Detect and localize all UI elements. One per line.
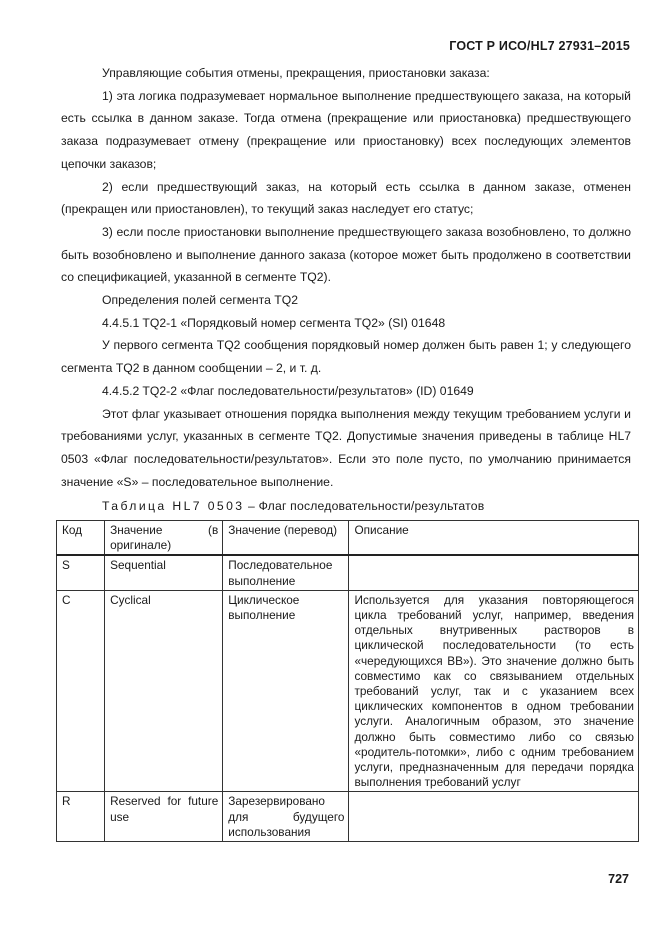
section-title: Определения полей сегмента TQ2 — [102, 293, 298, 308]
table-row — [57, 590, 639, 792]
values-table — [56, 520, 639, 842]
table-caption — [102, 499, 484, 513]
list-item: 3) если после приостановки выполнение предшествующего заказа возобновлено, то должно быть возобновлено и выполнение данного заказа (которое может быть продолжено в соответствии со спецификацией, указанной в сегменте TQ2). — [61, 224, 631, 285]
cell-description — [349, 555, 639, 590]
cell-code: C — [57, 590, 105, 792]
page-number: 727 — [608, 872, 629, 886]
paragraph: Этот флаг указывает отношения порядка выполнения между текущим требованием услуги и требованиями услуг, указанных в сегменте TQ2. Допустимые значения приведены в таблице HL7 0503 «Флаг последовательности/результатов». Если это поле пусто, по умолчанию принимается значение «S» – последовательное выполнение. — [61, 406, 631, 489]
column-header-description: Описание — [349, 521, 639, 556]
column-header-translated-value: Значение (перевод) — [223, 521, 349, 556]
table-row — [57, 792, 639, 842]
body-text — [61, 62, 631, 493]
cell-code: R — [57, 792, 105, 842]
paragraph: Управляющие события отмены, прекращения, приостановки заказа: — [102, 66, 490, 80]
subsection-heading: 4.4.5.1 TQ2-1 «Порядковый номер сегмента TQ2» (SI) 01648 — [102, 315, 446, 330]
cell-code: S — [57, 555, 105, 590]
cell-translated-value: Циклическое выполнение — [223, 590, 349, 792]
table-caption-label: Таблица HL7 0503 — [102, 499, 245, 513]
cell-original-value: Reserved for future use — [105, 792, 223, 842]
list-item: 1) эта логика подразумевает нормальное выполнение предшествующего заказа, на который есть ссылка в данном заказе. Тогда отмена (прекращение или приостановка) предшествующего заказа подразумевает отмену (прекращение или приостановку) всех последующих элементов цепочки заказов; — [61, 88, 631, 171]
table-row — [57, 555, 639, 590]
table-caption-title: – Флаг последовательности/результатов — [244, 499, 485, 513]
cell-description: Используется для указания повторяющегося цикла требований услуг, например, введения отдельных внутривенных растворов в циклической последовательности (то есть «чередующихся ВВ»). Это значение должно быть совместимо как со связыванием отдельных требований услуг, так и с указанием всех циклических компонентов в одном требовании услуги. Аналогичным образом, это значение должно быть совместимо либо со связью «родитель-потомки», либо с одним требованием услуги, предназначенным для передачи порядка выполнения требований услуг — [349, 590, 639, 792]
column-header-code: Код — [57, 521, 105, 556]
subsection-heading: 4.4.5.2 TQ2-2 «Флаг последовательности/результатов» (ID) 01649 — [102, 383, 474, 398]
list-item: 2) если предшествующий заказ, на который есть ссылка в данном заказе, отменен (прекращен или приостановлен), то текущий заказ наследует его статус; — [61, 179, 631, 217]
cell-original-value: Sequential — [105, 555, 223, 590]
table-header-row — [57, 521, 639, 556]
cell-description — [349, 792, 639, 842]
cell-translated-value: Последовательное выполнение — [223, 555, 349, 590]
cell-original-value: Cyclical — [105, 590, 223, 792]
paragraph: У первого сегмента TQ2 сообщения порядковый номер должен быть равен 1; у следующего сегмента TQ2 в данном сообщении – 2, и т. д. — [61, 338, 631, 376]
column-header-original-value: Значение (в оригинале) — [105, 521, 223, 556]
document-header: ГОСТ Р ИСО/HL7 27931–2015 — [449, 39, 630, 53]
cell-translated-value: Зарезервировано для будущего использования — [223, 792, 349, 842]
